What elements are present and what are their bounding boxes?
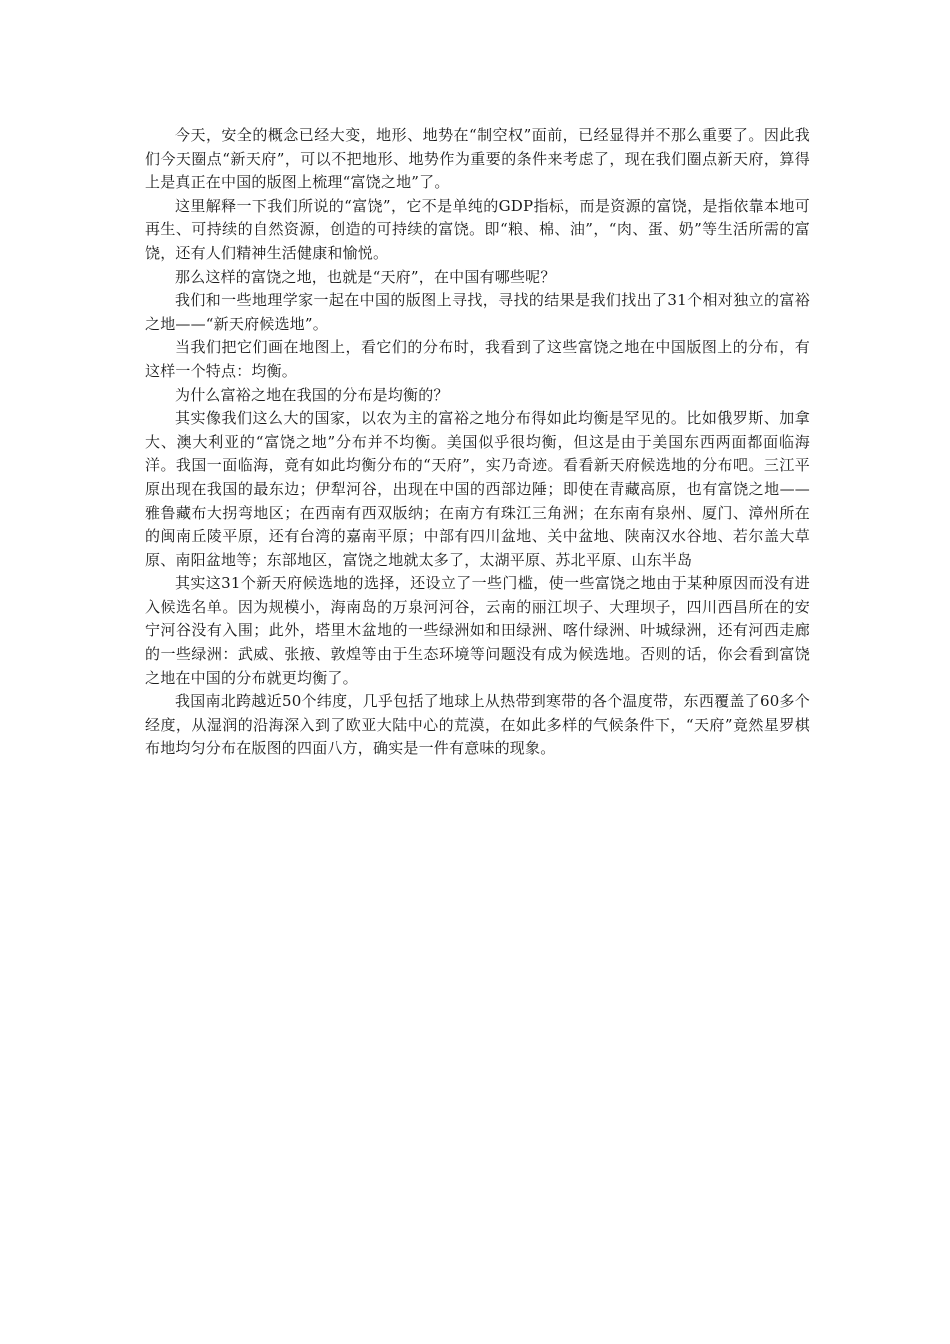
article-body [145,124,810,761]
paragraph: 那么这样的富饶之地，也就是“天府”，在中国有哪些呢？ [175,267,556,286]
paragraph: 其实像我们这么大的国家，以农为主的富裕之地分布得如此均衡是罕见的。比如俄罗斯、加拿大、澳大利亚的“富饶之地”分布并不均衡。美国似乎很均衡，但这是由于美国东西两面都面临海洋。我国一面临海，竟有如此均衡分布的“天府”，实乃奇迹。看看新天府候选地的分布吧。三江平原出现在我国的最东边；伊犁河谷，出现在中国的西部边陲；即使在青藏高原，也有富饶之地——雅鲁藏布大拐弯地区；在西南有西双版纳；在南方有珠江三角洲；在东南有泉州、厦门、漳州所在的闽南丘陵平原，还有台湾的嘉南平原；中部有四川盆地、关中盆地、陕南汉水谷地、若尔盖大草原、南阳盆地等；东部地区，富饶之地就太多了，太湖平原、苏北平原、山东半岛 [145,409,810,569]
paragraph: 我国南北跨越近50个纬度，几乎包括了地球上从热带到寒带的各个温度带，东西覆盖了60多个经度，从湿润的沿海深入到了欧亚大陆中心的荒漠，在如此多样的气候条件下，“天府”竟然星罗棋布地均匀分布在版图的四面八方，确实是一件有意味的现象。 [145,692,810,758]
paragraph: 我们和一些地理学家一起在中国的版图上寻找，寻找的结果是我们找出了31个相对独立的富裕之地——“新天府候选地”。 [145,291,810,333]
paragraph: 为什么富裕之地在我国的分布是均衡的？ [175,385,449,404]
paragraph: 其实这31个新天府候选地的选择，还设立了一些门槛，使一些富饶之地由于某种原因而没有进入候选名单。因为规模小，海南岛的万泉河河谷，云南的丽江坝子、大理坝子，四川西昌所在的安宁河谷没有入围；此外，塔里木盆地的一些绿洲如和田绿洲、喀什绿洲、叶城绿洲，还有河西走廊的一些绿洲：武威、张掖、敦煌等由于生态环境等问题没有成为候选地。否则的话，你会看到富饶之地在中国的分布就更均衡了。 [145,574,810,687]
paragraph: 这里解释一下我们所说的“富饶”，它不是单纯的GDP指标，而是资源的富饶，是指依靠本地可再生、可持续的自然资源，创造的可持续的富饶。即“粮、棉、油”，“肉、蛋、奶”等生活所需的富饶，还有人们精神生活健康和愉悦。 [145,196,810,262]
paragraph: 当我们把它们画在地图上，看它们的分布时，我看到了这些富饶之地在中国版图上的分布，有这样一个特点：均衡。 [145,338,810,380]
paragraph: 今天，安全的概念已经大变，地形、地势在“制空权”面前，已经显得并不那么重要了。因此我们今天圈点“新天府”，可以不把地形、地势作为重要的条件来考虑了，现在我们圈点新天府，算得上是真正在中国的版图上梳理“富饶之地”了。 [145,126,810,192]
